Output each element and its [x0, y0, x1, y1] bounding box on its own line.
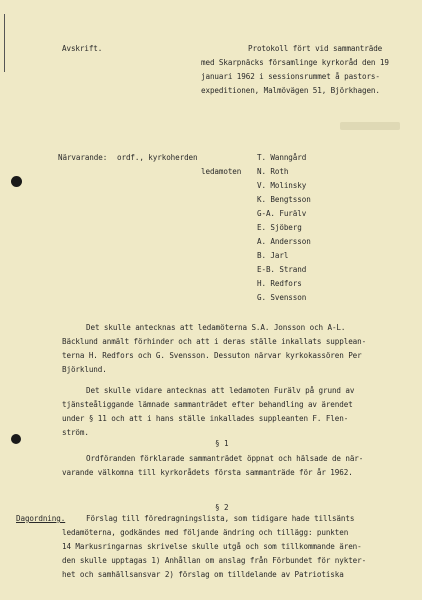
attendee-name: N. Roth [257, 167, 289, 176]
attendance-role: ledamoten [201, 167, 242, 176]
attendance-label: Närvarande: [58, 153, 108, 162]
header-line: med Skarpnäcks församlinge kyrkoråd den 19 [201, 58, 389, 67]
header-line: expeditionen, Malmövägen 51, Björkhagen. [201, 86, 380, 95]
note-line: Det skulle antecknas att ledamöterna S.A. Jonsson och A-L. [86, 323, 346, 332]
attendee-name: E. Sjöberg [257, 223, 302, 232]
attendance-role: ordf., kyrkoherden [117, 153, 198, 162]
section-line: het och samhällsansvar 2) förslag om tilldelande av Patriotiska [62, 570, 344, 579]
attendee-name: B. Jarl [257, 251, 289, 260]
section-line: Förslag till föredragningslista, som tidigare hade tillsänts [86, 514, 355, 523]
left-edge-mark [4, 14, 5, 72]
attendee-name: T. Wanngård [257, 153, 307, 162]
section-number: § 2 [215, 503, 229, 512]
punch-hole-bottom [11, 434, 21, 444]
note-line: ström. [62, 428, 89, 437]
section-side-label: Dagordning. [16, 514, 66, 523]
header-label: Avskrift. [62, 44, 103, 53]
note-line: Bäcklund anmält förhinder och att i deras ställe inkallats supplean- [62, 337, 367, 346]
header-line: januari 1962 i sessionsrummet å pastors- [201, 72, 380, 81]
note-line: Björklund. [62, 365, 107, 374]
section-line: 14 Markusringarnas skrivelse skulle utgå och som tillkommande ären- [62, 542, 362, 551]
attendee-name: G. Svensson [257, 293, 307, 302]
section-line: den skulle upptagas 1) Anhållan om anslag från Förbundet för nykter- [62, 556, 367, 565]
header-line: Protokoll fört vid sammanträde [248, 44, 383, 53]
note-line: Det skulle vidare antecknas att ledamoten Furälv på grund av [86, 386, 355, 395]
attendee-name: A. Andersson [257, 237, 311, 246]
section-line: ledamöterna, godkändes med följande ändring och tillägg: punkten [62, 528, 349, 537]
attendee-name: G-A. Furälv [257, 209, 307, 218]
punch-hole-top [11, 176, 22, 187]
note-line: under § 11 och att i hans ställe inkallades suppleanten F. Flen- [62, 414, 349, 423]
attendee-name: H. Redfors [257, 279, 302, 288]
margin-smudge [340, 122, 400, 130]
attendee-name: V. Molinsky [257, 181, 307, 190]
attendee-name: K. Bengtsson [257, 195, 311, 204]
section-line: Ordföranden förklarade sammanträdet öppnat och hälsade de när- [86, 454, 364, 463]
section-line: varande välkomna till kyrkorådets första sammanträde för år 1962. [62, 468, 353, 477]
note-line: terna H. Redfors och G. Svensson. Dessuton närvar kyrkokassören Per [62, 351, 362, 360]
note-line: tjänsteåliggande lämnade sammanträdet efter behandling av ärendet [62, 400, 353, 409]
attendee-name: E-B. Strand [257, 265, 307, 274]
section-number: § 1 [215, 439, 229, 448]
